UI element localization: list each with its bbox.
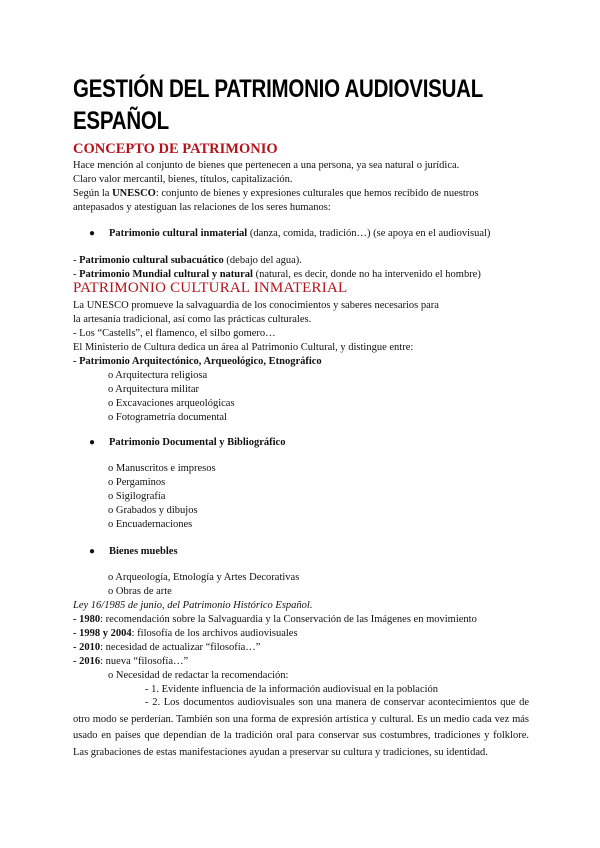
document-title-line2: ESPAÑOL [73, 107, 169, 135]
list-item: o Necesidad de redactar la recomendación: [108, 670, 289, 681]
list-item [89, 545, 178, 558]
text-bold: Patrimonio cultural subacuático [79, 255, 224, 266]
bullet-icon: ● [89, 546, 96, 557]
text-bold: Patrimonio cultural inmaterial [109, 228, 248, 239]
paragraph [73, 187, 479, 200]
list-item: o Sigilografía [108, 491, 166, 502]
list-item [89, 436, 285, 449]
list-item: - Patrimonio cultural subacuático (debajo del agua). [73, 255, 302, 266]
bullet-icon: ● [89, 228, 96, 239]
list-item: o Arquitectura religiosa [108, 370, 208, 381]
paragraph: La UNESCO promueve la salvaguardia de los conocimientos y saberes necesarios para [73, 300, 439, 311]
year: 2016 [79, 656, 101, 667]
section-heading-inmaterial: PATRIMONIO CULTURAL INMATERIAL [73, 280, 348, 296]
text: Según la [73, 188, 113, 199]
text: : conjunto de bienes y expresiones culturales que hemos recibido de nuestros [155, 188, 479, 199]
year: 1998 y 2004 [79, 628, 132, 639]
text: : nueva “filosofía…” [100, 656, 189, 667]
paragraph: - Los “Castells”, el flamenco, el silbo gomero… [73, 328, 276, 339]
text-bold: Patrimonio Documental y Bibliográfico [109, 437, 286, 448]
list-item: o Arqueología, Etnología y Artes Decorativas [108, 572, 300, 583]
text: (natural, es decir, donde no ha intervenido el hombre) [252, 269, 481, 280]
list-item: o Pergaminos [108, 477, 166, 488]
list-item: - 1. Evidente influencia de la información audiovisual en la población [145, 684, 439, 695]
year: 2010 [79, 642, 101, 653]
section-heading-concepto: CONCEPTO DE PATRIMONIO [73, 141, 278, 157]
paragraph: Hace mención al conjunto de bienes que pertenecen a una persona, ya sea natural o jurídica. [73, 160, 460, 171]
year: 1980 [79, 614, 101, 625]
bullet-icon: ● [89, 437, 96, 448]
paragraph: El Ministerio de Cultura dedica un área al Patrimonio Cultural, y distingue entre: [73, 342, 414, 353]
list-item: o Manuscritos e impresos [108, 463, 216, 474]
text: (debajo del agua). [223, 255, 302, 266]
text: (danza, comida, tradición…) (se apoya en el audiovisual) [247, 228, 491, 239]
paragraph: Claro valor mercantil, bienes, títulos, capitalización. [73, 174, 293, 185]
text: : recomendación sobre la Salvaguardia y la Conservación de las Imágenes en movimiento [100, 614, 477, 625]
timeline-item: - 2010: necesidad de actualizar “filosofía…” [73, 642, 261, 653]
group-heading: - Patrimonio Arquitectónico, Arqueológico, Etnográfico [73, 356, 322, 367]
text: : filosofía de los archivos audiovisuales [131, 628, 298, 639]
timeline-item: - 2016: nueva “filosofía…” [73, 656, 189, 667]
paragraph: la artesanía tradicional, así como las prácticas culturales. [73, 314, 312, 325]
paragraph-justified: - 2. Los documentos audiovisuales son una manera de conservar acontecimientos que de otro modo se perderían. También son una forma de expresión artística y cultural. Es un medio cada vez más usado en países que dependían de la tradición oral para conservar sus costumbres, tradiciones y folklore. Las grabaciones de estas manifestaciones ayudan a preservar su cultura y tradiciones, su identidad. [73, 697, 529, 758]
document-title-line1: GESTIÓN DEL PATRIMONIO AUDIOVISUAL [73, 75, 484, 103]
paragraph: antepasados y atestiguan las relaciones de los seres humanos: [73, 202, 331, 213]
list-item: o Obras de arte [108, 586, 172, 597]
list-item: o Fotogrametría documental [108, 412, 227, 423]
text-bold: Bienes muebles [109, 546, 178, 557]
list-item: o Excavaciones arqueológicas [108, 398, 235, 409]
text: : necesidad de actualizar “filosofía…” [100, 642, 261, 653]
list-item: o Arquitectura militar [108, 384, 199, 395]
timeline-item: - 1998 y 2004: filosofía de los archivos audiovisuales [73, 628, 298, 639]
list-item: o Encuadernaciones [108, 519, 193, 530]
text-bold: Patrimonio Mundial cultural y natural [79, 269, 253, 280]
list-item: o Grabados y dibujos [108, 505, 198, 516]
law-reference: Ley 16/1985 de junio, del Patrimonio Histórico Español. [73, 600, 313, 611]
text-bold: Patrimonio Arquitectónico, Arqueológico, Etnográfico [79, 356, 322, 367]
unesco-bold: UNESCO [112, 188, 156, 199]
list-item [89, 227, 490, 240]
timeline-item: - 1980: recomendación sobre la Salvaguardia y la Conservación de las Imágenes en movimiento [73, 614, 477, 625]
list-item: - Patrimonio Mundial cultural y natural (natural, es decir, donde no ha intervenido el hombre) [73, 269, 481, 280]
